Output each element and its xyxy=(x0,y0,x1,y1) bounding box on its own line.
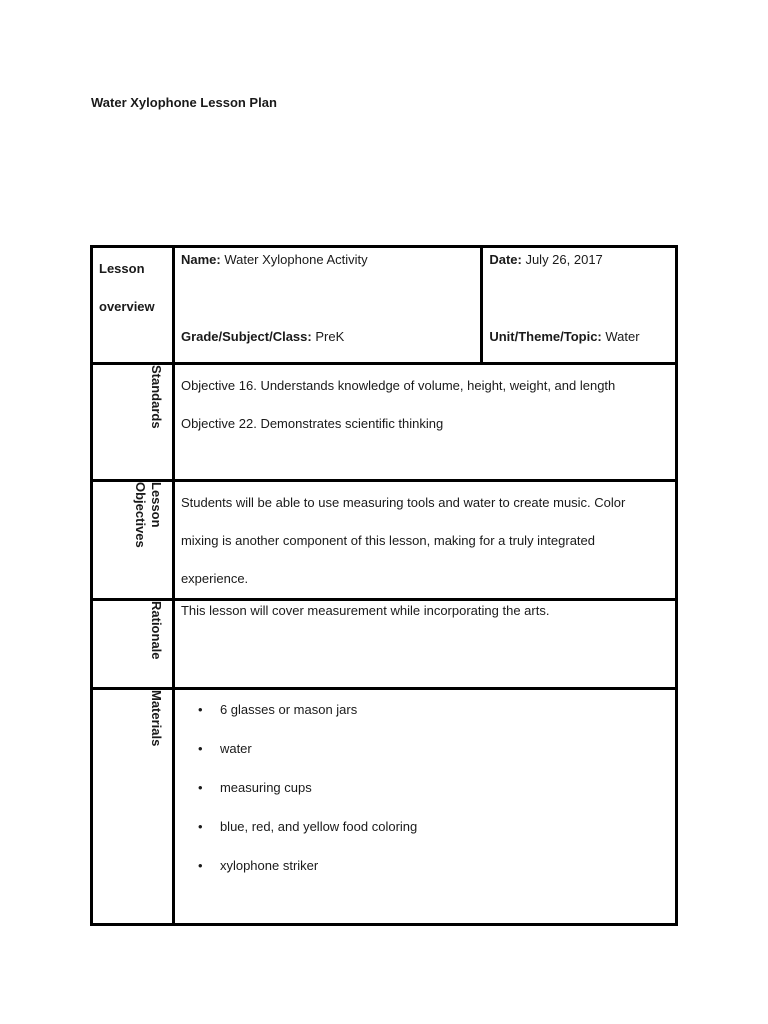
name-field xyxy=(175,248,480,270)
overview-row xyxy=(92,247,677,364)
list-item: • blue, red, and yellow food coloring xyxy=(198,807,675,846)
overview-label-line2: overview xyxy=(99,299,155,314)
objectives-text-line: mixing is another component of this lesson, making for a truly integrated xyxy=(180,533,595,548)
objectives-text-line: Students will be able to use measuring tools and water to create music. Color xyxy=(180,495,626,510)
standards-label-cell xyxy=(92,364,174,481)
objectives-label-line1: Lesson xyxy=(148,482,164,528)
date-label: Date: xyxy=(489,252,522,267)
rationale-label-cell xyxy=(92,600,174,689)
overview-label-cell xyxy=(92,247,174,364)
name-label: Name: xyxy=(180,252,221,267)
rationale-row xyxy=(92,600,677,689)
date-unit-cell xyxy=(482,247,677,364)
rationale-label: Rationale xyxy=(148,601,164,660)
objectives-text-line: experience. xyxy=(180,571,249,586)
rationale-text: This lesson will cover measurement while incorporating the arts. xyxy=(180,603,550,618)
standard-item: Objective 16. Understands knowledge of volume, height, weight, and length xyxy=(180,378,616,393)
list-item: • water xyxy=(198,729,675,768)
objectives-content-cell xyxy=(173,481,676,600)
grade-field xyxy=(175,327,480,347)
standards-row xyxy=(92,364,677,481)
list-item: • 6 glasses or mason jars xyxy=(198,690,675,729)
materials-label-cell xyxy=(92,689,174,925)
materials-label: Materials xyxy=(148,690,164,747)
lesson-plan-table xyxy=(90,245,678,926)
name-value: Water Xylophone Activity xyxy=(220,252,368,267)
objectives-row xyxy=(92,481,677,600)
grade-value: PreK xyxy=(311,329,345,344)
date-field xyxy=(483,248,675,270)
grade-label: Grade/Subject/Class: xyxy=(180,329,312,344)
list-item: • xylophone striker xyxy=(198,846,675,885)
materials-list xyxy=(175,690,675,885)
standards-content-cell xyxy=(173,364,676,481)
unit-field xyxy=(483,327,675,347)
name-grade-cell xyxy=(173,247,481,364)
list-item: • measuring cups xyxy=(198,768,675,807)
standards-label: Standards xyxy=(148,365,164,429)
objectives-label xyxy=(132,482,164,548)
document-title: Water Xylophone Lesson Plan xyxy=(91,95,277,110)
rationale-content-cell xyxy=(173,600,676,689)
unit-label: Unit/Theme/Topic: xyxy=(489,329,602,344)
unit-value: Water xyxy=(601,329,640,344)
overview-label-line1: Lesson xyxy=(99,261,145,276)
date-value: July 26, 2017 xyxy=(521,252,603,267)
objectives-label-line2: Objectives xyxy=(132,482,148,548)
materials-content-cell xyxy=(173,689,676,925)
materials-row xyxy=(92,689,677,925)
standard-item: Objective 22. Demonstrates scientific thinking xyxy=(180,416,444,431)
objectives-label-cell xyxy=(92,481,174,600)
